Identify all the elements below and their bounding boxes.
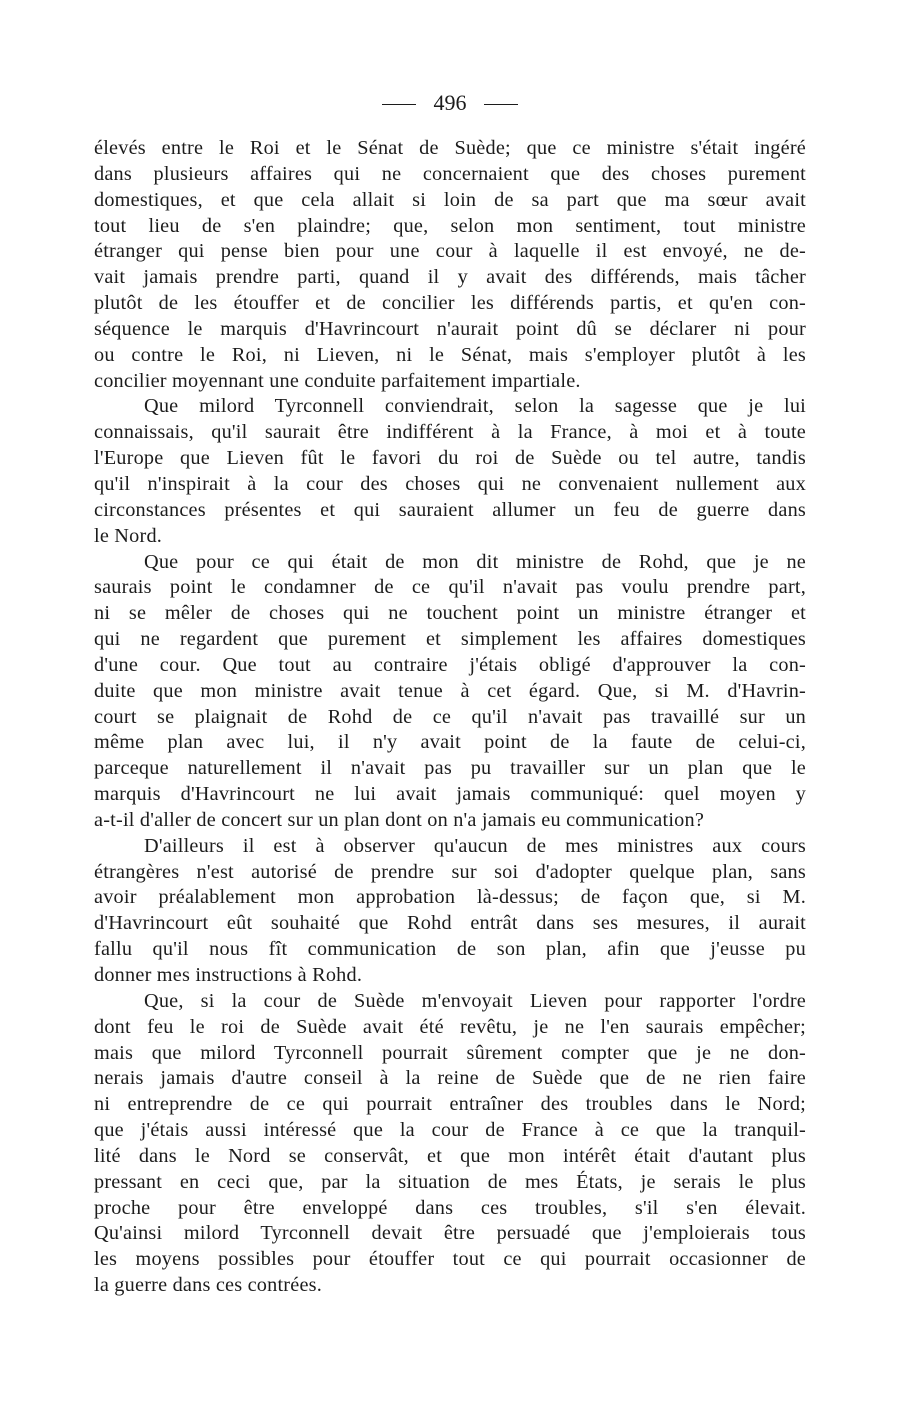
text-line: ni entreprendre de ce qui pourrait entraîner des troubles dans le Nord; — [94, 1093, 806, 1116]
text-line: ni se mêler de choses qui ne touchent point un ministre étranger et — [94, 602, 806, 625]
text-line: plutôt de les étouffer et de concilier les différends partis, et qu'en con- — [94, 292, 806, 315]
text-line: Qu'ainsi milord Tyrconnell devait être persuadé que j'emploierais tous — [94, 1222, 806, 1245]
text-line: d'Havrincourt eût souhaité que Rohd entrât dans ses mesures, il aurait — [94, 912, 806, 935]
text-line: l'Europe que Lieven fût le favori du roi de Suède ou tel autre, tandis — [94, 447, 806, 470]
text-line: la guerre dans ces contrées. — [94, 1274, 323, 1297]
text-line: le Nord. — [94, 524, 163, 547]
text-line: parceque naturellement il n'avait pas pu travailler sur un plan que le — [94, 757, 806, 780]
text-line: circonstances présentes et qui sauraient allumer un feu de guerre dans — [94, 498, 806, 521]
text-line: avoir préalablement mon approbation là-dessus; de façon que, si M. — [94, 886, 806, 909]
text-line: d'une cour. Que tout au contraire j'étais obligé d'approuver la con- — [94, 653, 806, 676]
paragraph — [94, 989, 806, 1299]
text-line: qu'il n'inspirait à la cour des choses qui ne convenaient nullement aux — [94, 472, 806, 495]
text-line: proche pour être enveloppé dans ces troubles, s'il s'en élevait. — [94, 1196, 806, 1219]
page-number: 496 — [433, 90, 467, 115]
text-line: fallu qu'il nous fît communication de son plan, afin que j'eusse pu — [94, 938, 806, 961]
paragraph — [94, 136, 806, 394]
text-line: Que milord Tyrconnell conviendrait, selon la sagesse que je lui — [144, 395, 806, 418]
text-line: concilier moyennant une conduite parfaitement impartiale. — [94, 369, 581, 392]
text-line: marquis d'Havrincourt ne lui avait jamais communiqué: quel moyen y — [94, 783, 806, 806]
left-rule — [382, 104, 416, 105]
text-line: élevés entre le Roi et le Sénat de Suède; que ce ministre s'était ingéré — [94, 137, 806, 159]
text-line: lité dans le Nord se conservât, et que mon intérêt était d'autant plus — [94, 1144, 806, 1167]
text-line: D'ailleurs il est à observer qu'aucun de mes ministres aux cours — [144, 834, 806, 857]
text-line: étrangères n'est autorisé de prendre sur soi d'adopter quelque plan, sans — [94, 860, 806, 883]
text-line: court se plaignait de Rohd de ce qu'il n'avait pas travaillé sur un — [94, 705, 806, 728]
text-line: dans plusieurs affaires qui ne concernaient que des choses purement — [94, 162, 806, 185]
text-line: les moyens possibles pour étouffer tout ce qui pourrait occasionner de — [94, 1248, 806, 1271]
paragraph — [94, 834, 806, 989]
text-line: même plan avec lui, il n'y avait point de la faute de celui-ci, — [94, 731, 806, 754]
text-line: étranger qui pense bien pour une cour à laquelle il est envoyé, ne de- — [94, 240, 806, 263]
right-rule — [484, 104, 518, 105]
text-line: vait jamais prendre parti, quand il y avait des différends, mais tâcher — [94, 266, 806, 289]
text-line: dont feu le roi de Suède avait été revêtu, je ne l'en saurais empêcher; — [94, 1015, 806, 1038]
text-line: que j'étais aussi intéressé que la cour de France à ce que la tranquil- — [94, 1119, 806, 1142]
text-line: pressant en ceci que, par la situation de mes États, je serais le plus — [94, 1170, 806, 1193]
paragraph — [94, 550, 806, 834]
text-line: séquence le marquis d'Havrincourt n'aurait point dû se déclarer ni pour — [94, 317, 806, 340]
text-line: qui ne regardent que purement et simplement les affaires domestiques — [94, 628, 806, 651]
text-line: ou contre le Roi, ni Lieven, ni le Sénat, mais s'employer plutôt à les — [94, 343, 806, 366]
text-line: Que, si la cour de Suède m'envoyait Lieven pour rapporter l'ordre — [144, 989, 806, 1012]
text-line: domestiques, et que cela allait si loin de sa part que ma sœur avait — [94, 188, 806, 211]
text-line: duite que mon ministre avait tenue à cet égard. Que, si M. d'Havrin- — [94, 679, 806, 702]
text-line: donner mes instructions à Rohd. — [94, 964, 363, 986]
text-line: connaissais, qu'il saurait être indifférent à la France, à moi et à toute — [94, 421, 806, 444]
text-line: Que pour ce qui était de mon dit ministre de Rohd, que je ne — [144, 550, 806, 573]
paragraph — [94, 394, 806, 549]
text-line: nerais jamais d'autre conseil à la reine de Suède que de ne rien faire — [94, 1067, 806, 1090]
body-text — [94, 136, 806, 1299]
text-line: mais que milord Tyrconnell pourrait sûrement compter que je ne don- — [94, 1041, 806, 1064]
page-header — [0, 90, 900, 116]
text-line: tout lieu de s'en plaindre; que, selon mon sentiment, tout ministre — [94, 214, 806, 237]
text-line: saurais point le condamner de ce qu'il n'avait pas voulu prendre part, — [94, 576, 806, 599]
text-line: a-t-il d'aller de concert sur un plan dont on n'a jamais eu communication? — [94, 808, 705, 831]
